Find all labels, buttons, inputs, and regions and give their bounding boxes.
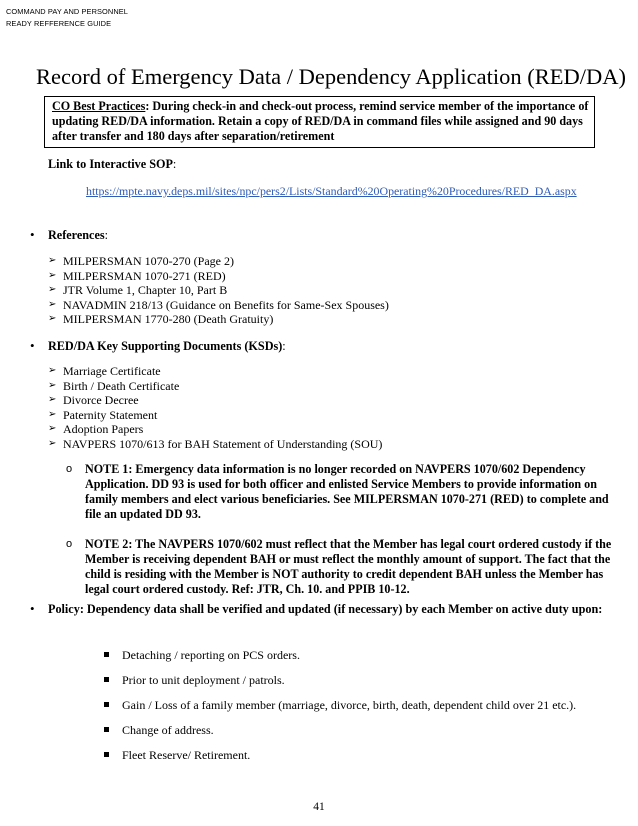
references-heading (48, 228, 108, 243)
arrow-bullet-icon: ➢ (48, 408, 57, 420)
ksds-bullet: • (30, 338, 35, 353)
policy-item (104, 698, 576, 723)
square-bullet-icon (104, 752, 109, 757)
list-item (48, 298, 389, 313)
policy-item (104, 648, 576, 673)
arrow-bullet-icon: ➢ (48, 423, 57, 435)
best-practices-label: CO Best Practices (52, 99, 146, 113)
policy-item-text: Fleet Reserve/ Retirement. (122, 748, 251, 762)
list-item-text: NAVPERS 1070/613 for BAH Statement of Understanding (SOU) (63, 436, 383, 451)
note-2-text: NOTE 2: The NAVPERS 1070/602 must reflect that the Member has legal court ordered custody if the Member is receiving dependent BAH or must reflect the monthly amount of support. The fact that the child is residing with the Member is NOT authority to credit dependent BAH unless the Member has legal court ordered custody. Ref: JTR, Ch. 10. and PPIB 10-12. (85, 537, 612, 596)
best-practices-text: : During check-in and check-out process, remind service member of the importance of updating RED/DA information. Retain a copy of RED/DA in command files while assigned and 90 days after transfer and 180 days after separation/retirement (52, 99, 589, 143)
ksds-colon: : (282, 339, 286, 353)
sop-link-colon: : (172, 157, 177, 171)
sop-link[interactable]: https://mpte.navy.deps.mil/sites/npc/pers2/Lists/Standard%20Operating%20Procedures/RED_DA.aspx (86, 184, 577, 198)
list-item (48, 379, 382, 394)
list-item-text: Paternity Statement (63, 407, 158, 422)
square-bullet-icon (104, 652, 109, 657)
list-item-text: MILPERSMAN 1770-280 (Death Gratuity) (63, 312, 274, 327)
header-line-1: COMMAND PAY AND PERSONNEL (6, 7, 129, 16)
arrow-bullet-icon: ➢ (48, 298, 57, 310)
list-item (48, 437, 382, 452)
square-bullet-icon (104, 702, 109, 707)
arrow-bullet-icon: ➢ (48, 394, 57, 406)
policy-list (104, 648, 576, 773)
list-item (48, 422, 382, 437)
policy-item-text: Change of address. (122, 723, 214, 737)
list-item-text: Birth / Death Certificate (63, 378, 180, 393)
arrow-bullet-icon: ➢ (48, 437, 57, 449)
note-1-text: NOTE 1: Emergency data information is no longer recorded on NAVPERS 1070/602 Dependency Application. DD 93 is used for both officer and enlisted Service Members to provide information on family members and elect various beneficiaries. See MILPERSMAN 1070-271 (RED) to complete and file an updated DD 93. (85, 462, 609, 521)
list-item (48, 364, 382, 379)
sop-link-label (48, 157, 176, 172)
arrow-bullet-icon: ➢ (48, 269, 57, 281)
note-2 (66, 537, 621, 597)
policy-item-text: Detaching / reporting on PCS orders. (122, 648, 300, 662)
policy-item (104, 723, 576, 748)
references-bullet: • (30, 227, 35, 242)
arrow-bullet-icon: ➢ (48, 313, 57, 325)
arrow-bullet-icon: ➢ (48, 365, 57, 376)
arrow-bullet-icon: ➢ (48, 255, 57, 266)
list-item-text: MILPERSMAN 1070-270 (Page 2) (63, 254, 234, 268)
page-number: 41 (313, 801, 325, 813)
document-header (6, 6, 128, 30)
list-item-text: Divorce Decree (63, 393, 139, 408)
square-bullet-icon (104, 727, 109, 732)
list-item (48, 254, 389, 269)
policy-item-text: Prior to unit deployment / patrols. (122, 673, 285, 687)
note-marker: o (66, 463, 73, 475)
list-item-text: MILPERSMAN 1070-271 (RED) (63, 268, 226, 283)
note-marker: o (66, 538, 73, 550)
arrow-bullet-icon: ➢ (48, 379, 57, 391)
page-title: Record of Emergency Data / Dependency Application (RED/DA) (36, 64, 627, 89)
header-line-2: READY REFFERENCE GUIDE (6, 19, 112, 28)
list-item-text: Adoption Papers (63, 422, 144, 437)
policy-item (104, 673, 576, 698)
list-item (48, 269, 389, 284)
list-item (48, 312, 389, 327)
references-label: References (48, 228, 105, 242)
list-item (48, 283, 389, 298)
ksds-label: RED/DA Key Supporting Documents (KSDs) (48, 339, 283, 353)
note-1 (66, 462, 621, 522)
ksds-heading (48, 339, 286, 354)
policy-statement: Policy: Dependency data shall be verified and updated (if necessary) by each Member on active duty upon: (48, 602, 603, 616)
policy-bullet: • (30, 601, 35, 616)
references-colon: : (104, 228, 109, 242)
list-item (48, 408, 382, 423)
policy-item-text: Gain / Loss of a family member (marriage, divorce, birth, death, dependent child over 21 etc.). (122, 698, 577, 712)
references-list (48, 254, 389, 327)
square-bullet-icon (104, 677, 109, 682)
policy-item (104, 748, 576, 773)
list-item-text: JTR Volume 1, Chapter 10, Part B (63, 283, 228, 298)
sop-link-label-text: Link to Interactive SOP (48, 157, 173, 171)
ksds-list (48, 364, 382, 452)
list-item-text: Marriage Certificate (63, 364, 161, 378)
list-item-text: NAVADMIN 218/13 (Guidance on Benefits for Same-Sex Spouses) (63, 297, 389, 312)
co-best-practices-box (44, 96, 595, 148)
list-item (48, 393, 382, 408)
arrow-bullet-icon: ➢ (48, 284, 57, 296)
